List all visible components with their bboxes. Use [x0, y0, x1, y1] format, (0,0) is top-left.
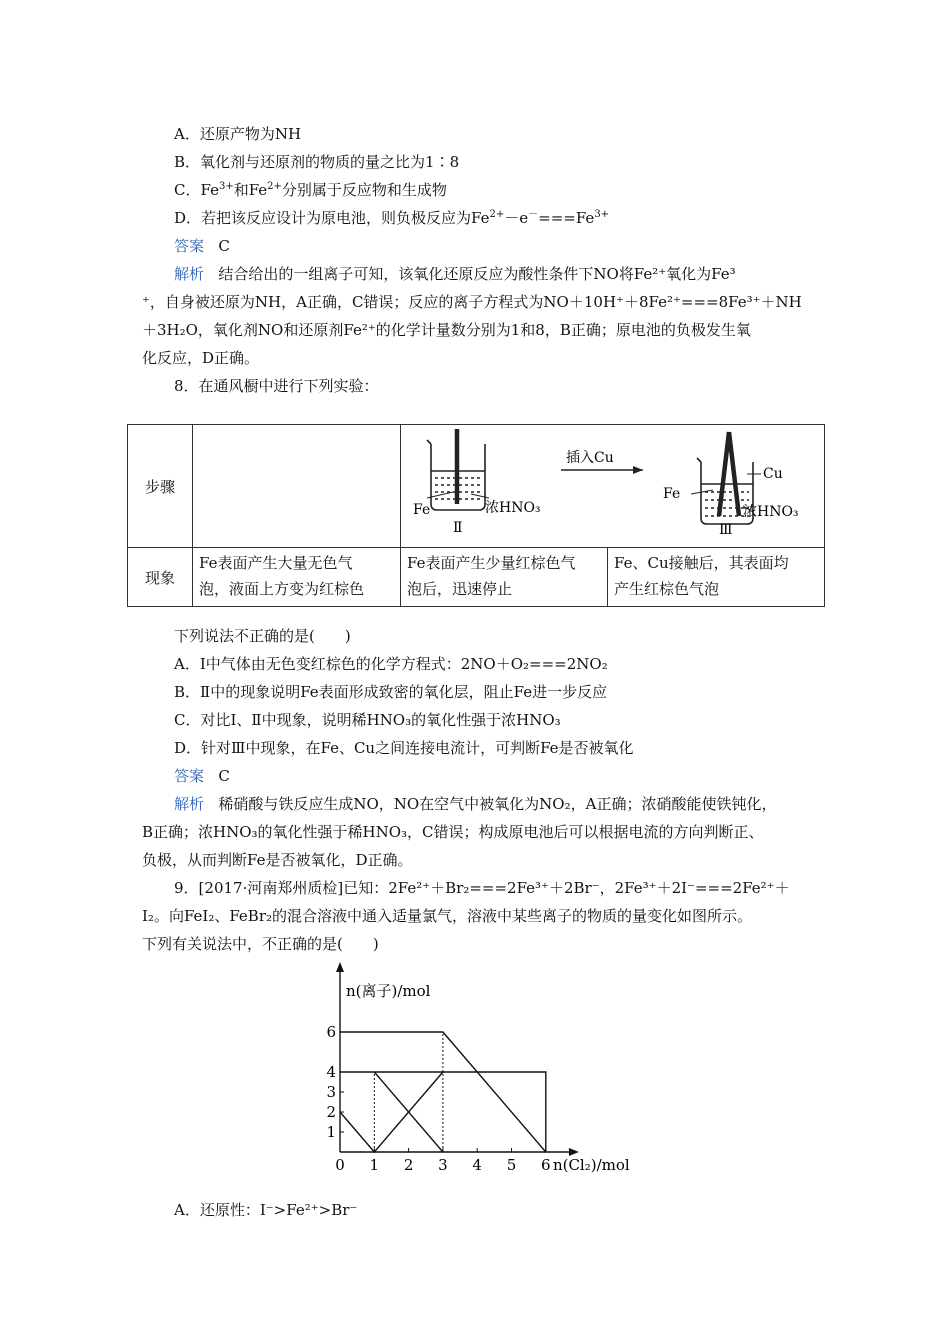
analysis-label: 解析 — [174, 265, 205, 283]
answer-label: 答案 — [174, 237, 205, 255]
q8-option-a: A．Ⅰ中气体由无色变红棕色的化学方程式：2NO＋O₂===2NO₂ — [174, 655, 608, 673]
experiment-table — [127, 424, 825, 607]
y-tick-label: 1 — [326, 1123, 336, 1141]
q9-option-a: A．还原性：I⁻>Fe²⁺>Br⁻ — [174, 1201, 358, 1219]
steps-header: 步骤 — [128, 425, 193, 548]
q7-analysis-line-2: ⁺，自身被还原为NH，A正确，C错误；反应的离子方程式为NO＋10H⁺＋8Fe²⁺===8Fe³⁺＋NH — [142, 293, 802, 311]
x-tick-label: 2 — [403, 1156, 414, 1174]
arrow-head — [633, 466, 643, 474]
x-tick-label: 4 — [472, 1156, 482, 1174]
q7-answer: 答案 C — [174, 237, 230, 255]
series-c-line — [340, 1072, 443, 1152]
x-axis-label: n(Cl₂)/mol — [552, 1156, 630, 1174]
beaker-ii-roman: Ⅱ — [453, 519, 463, 536]
y-tick-label: 4 — [326, 1063, 336, 1081]
x-tick-label: 3 — [438, 1156, 448, 1174]
q9-line-3: 下列有关说法中，不正确的是( ) — [142, 935, 379, 953]
y-tick-label: 3 — [326, 1083, 336, 1101]
x-tick-label: 0 — [335, 1156, 345, 1174]
x-tick-label: 1 — [369, 1156, 380, 1174]
phenomenon-3: Fe、Cu接触后，其表面均 产生红棕色气泡 — [608, 548, 825, 607]
q9-line-2: I₂。向FeI₂、FeBr₂的混合溶液中通入适量氯气，溶液中某些离子的物质的量变化如图所示。 — [142, 907, 753, 925]
q8-option-b: B．Ⅱ中的现象说明Fe表面形成致密的氧化层，阻止Fe进一步反应 — [174, 683, 608, 701]
q8-question: 下列说法不正确的是( ) — [174, 627, 351, 645]
q7-analysis-line-1: 解析 结合给出的一组离子可知，该氧化还原反应为酸性条件下NO将Fe²⁺氧化为Fe³ — [174, 265, 736, 283]
phenomenon-header: 现象 — [128, 548, 193, 607]
y-axis-arrow — [336, 962, 344, 972]
q8-option-d: D．针对Ⅲ中现象，在Fe、Cu之间连接电流计，可判断Fe是否被氧化 — [174, 739, 634, 757]
beaker-iii-cu-label: Cu — [763, 465, 783, 482]
y-tick-label: 2 — [326, 1103, 336, 1121]
q9-line-1: 9．[2017·河南郑州质检]已知：2Fe²⁺＋Br₂===2Fe³⁺＋2Br⁻，2Fe³⁺＋2I⁻===2Fe²⁺＋ — [174, 879, 790, 897]
beaker-ii-acid-label: 浓HNO₃ — [485, 499, 541, 516]
y-axis-label: n(离子)/mol — [346, 982, 431, 1000]
steps-diagram-cell — [401, 425, 825, 548]
q8-analysis-line-1: 解析 稀硝酸与铁反应生成NO，NO在空气中被氧化为NO₂，A正确；浓硝酸能使铁钝化， — [174, 795, 777, 813]
q8-stem: 8．在通风橱中进行下列实验： — [174, 377, 379, 395]
x-tick-label: 5 — [506, 1156, 517, 1174]
x-tick-label: 6 — [541, 1156, 551, 1174]
ion-amount-chart — [326, 960, 670, 1192]
q7-option-c: C．$Fe^{3+}$和$Fe^{2+}$分别属于反应物和生成物 — [174, 181, 447, 199]
beaker-diagram — [401, 426, 825, 547]
beaker-ii-fe-label: Fe — [413, 501, 431, 518]
arrow-label: 插入Cu — [566, 449, 614, 466]
q8-analysis-line-2: B正确；浓HNO₃的氧化性强于稀HNO₃，C错误；构成原电池后可以根据电流的方向判断正、 — [142, 823, 764, 841]
analysis-label: 解析 — [174, 795, 205, 813]
q7-option-d: D．若把该反应设计为原电池，则负极反应为$Fe^{2+}-e^-===Fe^{3+}$ — [174, 209, 610, 227]
q7-option-a: A．还原产物为NH — [174, 125, 302, 143]
phenomenon-2: Fe表面产生少量红棕色气 泡后，迅速停止 — [401, 548, 608, 607]
q8-analysis-line-3: 负极，从而判断Fe是否被氧化，D正确。 — [142, 851, 413, 869]
beaker-iii-roman: Ⅲ — [719, 521, 733, 538]
answer-label: 答案 — [174, 767, 205, 785]
y-tick-label: 6 — [326, 1023, 336, 1041]
beaker-ii — [427, 429, 489, 510]
phenomenon-1: Fe表面产生大量无色气 泡，液面上方变为红棕色 — [193, 548, 401, 607]
step-1-cell — [193, 425, 401, 548]
q7-option-b: B．氧化剂与还原剂的物质的量之比为1∶8 — [174, 153, 460, 171]
beaker-iii-fe-label: Fe — [663, 485, 681, 502]
q8-option-c: C．对比Ⅰ、Ⅱ中现象，说明稀HNO₃的氧化性强于浓HNO₃ — [174, 711, 561, 729]
beaker-iii-acid-label: 浓HNO₃ — [743, 503, 799, 520]
q7-analysis-line-3: ＋3H₂O，氧化剂NO和还原剂Fe²⁺的化学计量数分别为1和8，B正确；原电池的负极发生氧 — [142, 321, 751, 339]
q8-answer: 答案 C — [174, 767, 230, 785]
x-axis-arrow — [569, 1148, 579, 1156]
q7-analysis-line-4: 化反应，D正确。 — [142, 349, 260, 367]
